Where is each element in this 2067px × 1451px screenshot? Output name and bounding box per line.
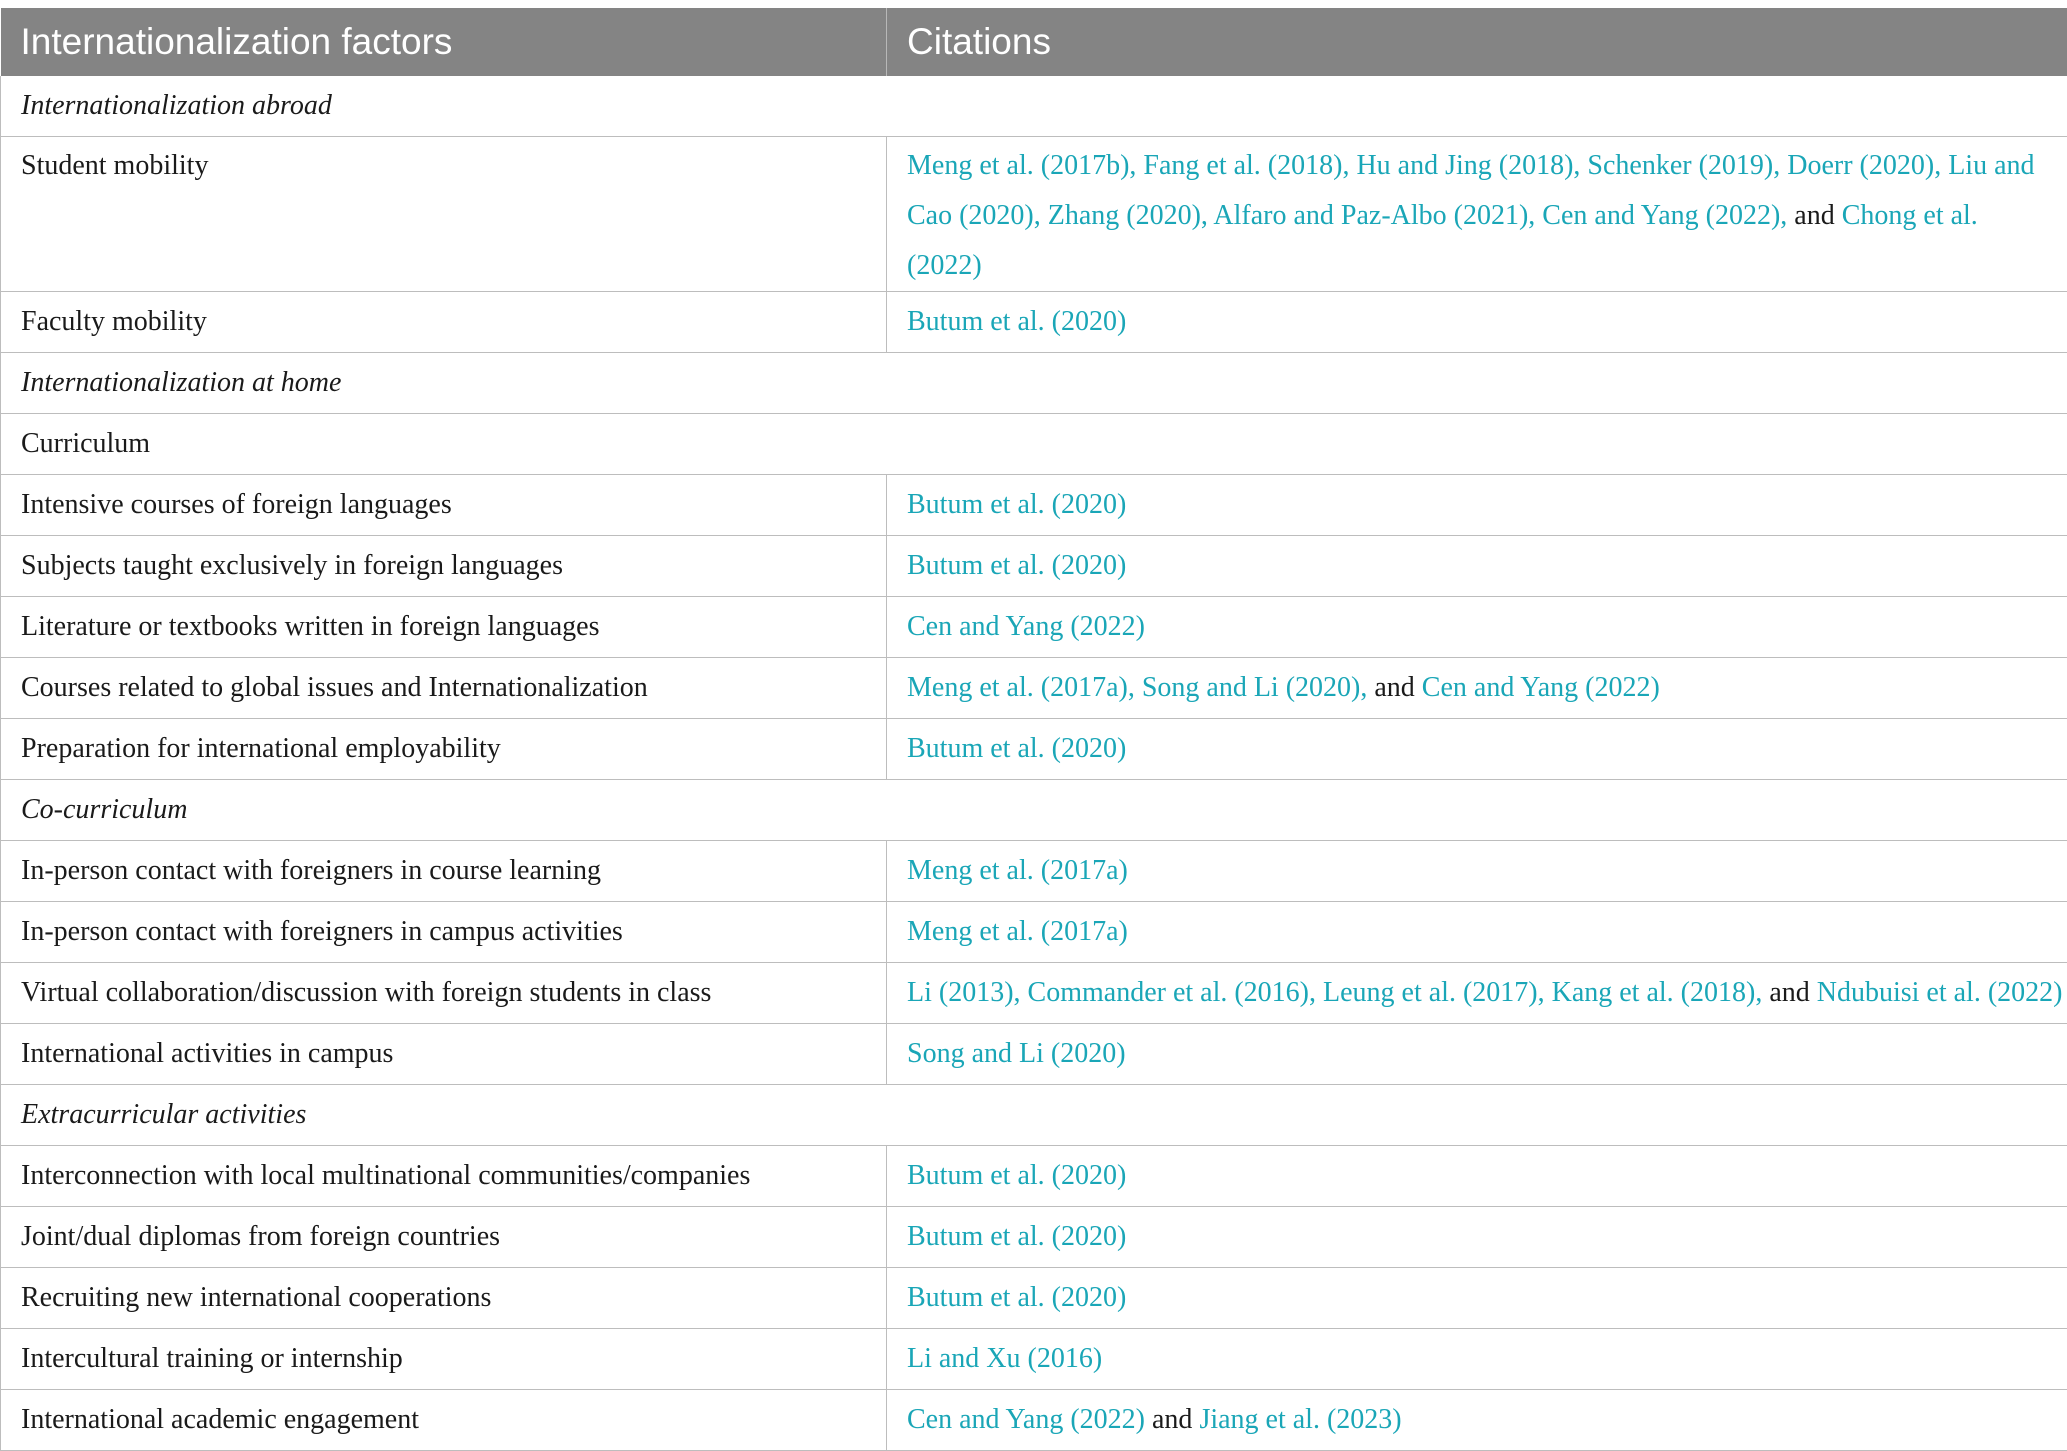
factors-table	[0, 8, 2067, 1451]
table-row	[1, 658, 2067, 719]
section-row	[1, 780, 2067, 841]
factor-cell: Preparation for international employability	[1, 719, 887, 780]
citations-cell	[887, 841, 2067, 902]
table-row	[1, 1390, 2067, 1451]
citations-cell	[887, 1268, 2067, 1329]
table-body	[1, 76, 2067, 1451]
citation-link[interactable]: Butum et al. (2020)	[907, 1160, 1126, 1191]
table-row	[1, 719, 2067, 780]
table-row	[1, 902, 2067, 963]
header-factors: Internationalization factors	[1, 8, 887, 76]
factor-cell: Student mobility	[1, 137, 887, 292]
section-row	[1, 1085, 2067, 1146]
factor-cell: Literature or textbooks written in foreign languages	[1, 597, 887, 658]
citations-cell	[887, 292, 2067, 353]
citations-cell	[887, 1390, 2067, 1451]
citation-link[interactable]: Ndubuisi et al. (2022)	[1817, 977, 2063, 1008]
citation-link[interactable]: Butum et al. (2020)	[907, 1282, 1126, 1313]
citations-cell	[887, 658, 2067, 719]
conjunction-text: and	[1152, 1404, 1199, 1435]
citations-cell	[887, 902, 2067, 963]
citations-cell	[887, 536, 2067, 597]
citation-link[interactable]: Butum et al. (2020)	[907, 489, 1126, 520]
section-label: Extracurricular activities	[1, 1085, 2067, 1146]
factor-cell: Recruiting new international cooperations	[1, 1268, 887, 1329]
table-row	[1, 292, 2067, 353]
citation-link[interactable]: Butum et al. (2020)	[907, 550, 1126, 581]
citation-link[interactable]: Meng et al. (2017a), Song and Li (2020),	[907, 672, 1374, 703]
factor-cell: Courses related to global issues and Internationalization	[1, 658, 887, 719]
table-row	[1, 1207, 2067, 1268]
citations-cell	[887, 963, 2067, 1024]
factor-cell: Subjects taught exclusively in foreign languages	[1, 536, 887, 597]
section-row	[1, 414, 2067, 475]
citation-link[interactable]: Li (2013), Commander et al. (2016), Leung et al. (2017), Kang et al. (2018),	[907, 977, 1769, 1008]
conjunction-text: and	[1769, 977, 1816, 1008]
table-row	[1, 1329, 2067, 1390]
citation-link[interactable]: Cen and Yang (2022)	[1422, 672, 1660, 703]
table-header	[1, 8, 2067, 76]
table-row	[1, 475, 2067, 536]
factor-cell: In-person contact with foreigners in campus activities	[1, 902, 887, 963]
citation-link[interactable]: Song and Li (2020)	[907, 1038, 1126, 1069]
factor-cell: Faculty mobility	[1, 292, 887, 353]
citations-cell	[887, 719, 2067, 780]
citation-link[interactable]: Cen and Yang (2022)	[907, 1404, 1152, 1435]
section-row	[1, 353, 2067, 414]
section-row	[1, 76, 2067, 137]
table-row	[1, 1146, 2067, 1207]
conjunction-text: and	[1374, 672, 1421, 703]
factor-cell: In-person contact with foreigners in course learning	[1, 841, 887, 902]
factor-cell: Interconnection with local multinational communities/companies	[1, 1146, 887, 1207]
citation-link[interactable]: Chong et al. (2022)	[907, 200, 1978, 281]
section-label: Co-curriculum	[1, 780, 2067, 841]
table-row	[1, 137, 2067, 292]
factor-cell: International academic engagement	[1, 1390, 887, 1451]
section-label: Curriculum	[1, 414, 2067, 475]
table-row	[1, 597, 2067, 658]
header-citations: Citations	[887, 8, 2067, 76]
conjunction-text: and	[1794, 200, 1841, 231]
table-row	[1, 536, 2067, 597]
citation-link[interactable]: Meng et al. (2017a)	[907, 916, 1128, 947]
factor-cell: Joint/dual diplomas from foreign countries	[1, 1207, 887, 1268]
section-label: Internationalization at home	[1, 353, 2067, 414]
citations-cell	[887, 1329, 2067, 1390]
table-row	[1, 1268, 2067, 1329]
citations-cell	[887, 1024, 2067, 1085]
citation-link[interactable]: Meng et al. (2017a)	[907, 855, 1128, 886]
section-label: Internationalization abroad	[1, 76, 2067, 137]
factor-cell: International activities in campus	[1, 1024, 887, 1085]
citation-link[interactable]: Butum et al. (2020)	[907, 733, 1126, 764]
table-row	[1, 1024, 2067, 1085]
factor-cell: Intensive courses of foreign languages	[1, 475, 887, 536]
citation-link[interactable]: Butum et al. (2020)	[907, 1221, 1126, 1252]
citations-cell	[887, 475, 2067, 536]
citations-cell	[887, 1146, 2067, 1207]
citations-cell	[887, 597, 2067, 658]
factor-cell: Virtual collaboration/discussion with foreign students in class	[1, 963, 887, 1024]
citation-link[interactable]: Cen and Yang (2022)	[907, 611, 1145, 642]
citation-link[interactable]: Jiang et al. (2023)	[1199, 1404, 1401, 1435]
factor-cell: Intercultural training or internship	[1, 1329, 887, 1390]
citations-cell	[887, 137, 2067, 292]
citation-link[interactable]: Li and Xu (2016)	[907, 1343, 1102, 1374]
citation-link[interactable]: Meng et al. (2017b), Fang et al. (2018), Hu and Jing (2018), Schenker (2019), Doerr (2020), Liu and Cao (2020), Zhang (2020), Alfaro and Paz-Albo (2021), Cen and Yang (2022),	[907, 150, 2035, 231]
table-row	[1, 841, 2067, 902]
citation-link[interactable]: Butum et al. (2020)	[907, 306, 1126, 337]
table-row	[1, 963, 2067, 1024]
citations-cell	[887, 1207, 2067, 1268]
